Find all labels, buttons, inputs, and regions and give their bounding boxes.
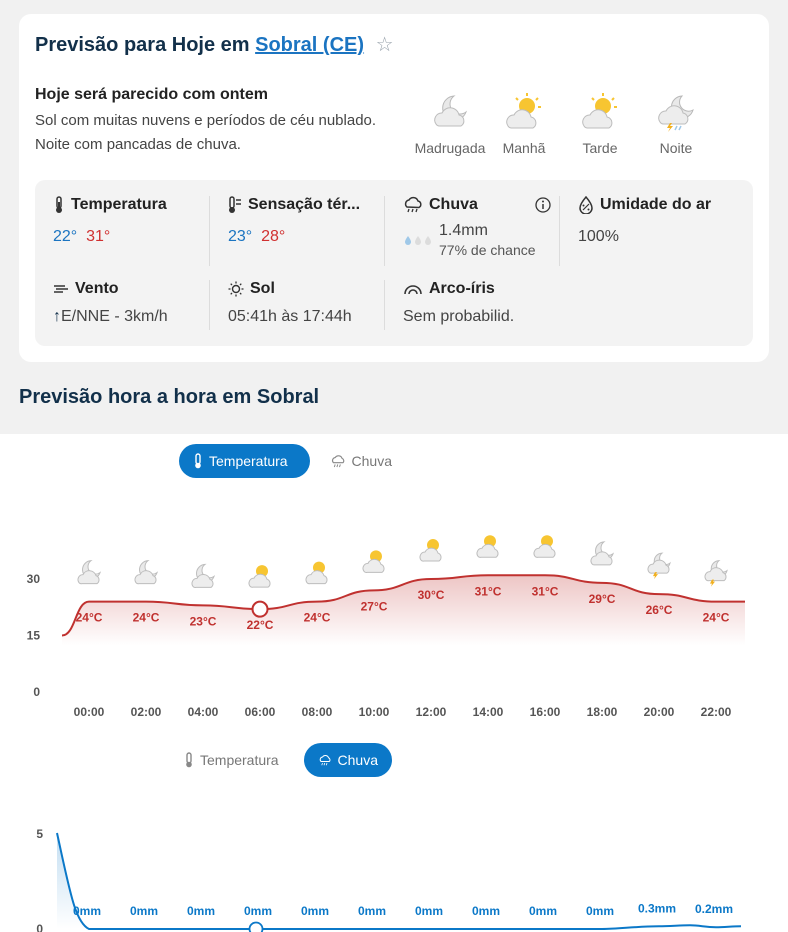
temperature-max: 31°	[86, 228, 111, 245]
thermometer-icon	[184, 752, 194, 768]
title-prefix: Previsão para Hoje em	[35, 34, 250, 56]
wind-value: E/NNE - 3km/h	[61, 308, 168, 325]
y-tick-label: 5	[36, 827, 43, 841]
x-tick-label: 16:00	[529, 705, 561, 719]
star-outline-icon[interactable]: ☆	[375, 34, 394, 56]
y-tick-label: 0	[33, 685, 40, 699]
sun-cloud-icon	[477, 535, 498, 557]
rain-data-label: 0mm	[528, 904, 558, 918]
sun-cloud-icon	[502, 90, 546, 134]
x-tick-label: 02:00	[130, 705, 162, 719]
sun-cloud-icon	[420, 539, 441, 561]
hourly-charts-panel	[0, 434, 788, 932]
rain-data-label: 0mm	[72, 904, 102, 918]
rain-chart	[0, 782, 788, 932]
current-hour-marker	[250, 923, 263, 932]
tab-temperature-label: Temperatura	[200, 752, 279, 768]
x-tick-label: 08:00	[301, 705, 333, 719]
rain-data-label: 0mm	[414, 904, 444, 918]
moon-cloud-icon	[135, 561, 157, 584]
tab-rain-label: Chuva	[351, 453, 392, 469]
moon-cloud-icon	[78, 561, 100, 584]
tab-temperature-active[interactable]	[179, 444, 310, 478]
rain-data-label: 0mm	[471, 904, 501, 918]
rain-chance: 77% de chance	[439, 242, 536, 258]
wind-direction-arrow-icon: ↑	[53, 308, 61, 325]
temperature-data-label: 24°C	[75, 610, 103, 625]
today-forecast-card	[19, 14, 769, 362]
rain-data-label: 0mm	[357, 904, 387, 918]
period-label: Manhã	[502, 140, 546, 156]
period-tarde	[560, 90, 640, 156]
temperature-data-label: 24°C	[132, 610, 160, 625]
sun-cloud-icon	[578, 90, 622, 134]
tab-temperature-label: Temperatura	[209, 453, 288, 469]
tab-temperature[interactable]	[170, 743, 300, 777]
humidity-drop-icon	[578, 196, 594, 214]
period-label: Noite	[659, 140, 693, 156]
moon-cloud-icon	[192, 564, 214, 587]
rain-drops-icon	[403, 233, 435, 247]
temperature-data-label: 22°C	[246, 618, 274, 633]
feels-like-max: 28°	[261, 228, 286, 245]
rain-label: Chuva	[429, 196, 478, 213]
temperature-data-label: 30°C	[417, 588, 445, 603]
tab-rain-active[interactable]	[304, 743, 392, 777]
x-tick-label: 20:00	[643, 705, 675, 719]
sun-cloud-icon	[534, 535, 555, 557]
temperature-label: Temperatura	[71, 196, 167, 213]
rain-data-label: 0mm	[129, 904, 159, 918]
rainbow-label: Arco-íris	[429, 280, 495, 297]
humidity-cell	[578, 196, 748, 246]
summary-headline: Hoje será parecido com ontem	[35, 86, 268, 103]
rain-cloud-icon	[318, 752, 332, 768]
sun-cloud-icon	[363, 550, 384, 572]
temperature-data-label: 31°C	[474, 584, 502, 599]
temperature-data-label: 23°C	[189, 614, 217, 629]
moon-storm-icon	[654, 90, 698, 134]
period-noite	[636, 90, 716, 156]
sun-value: 05:41h às 17:44h	[228, 308, 352, 325]
feels-like-label: Sensação tér...	[248, 196, 361, 213]
humidity-label: Umidade do ar	[600, 196, 712, 213]
sun-cloud-icon	[249, 565, 270, 587]
x-tick-label: 04:00	[187, 705, 219, 719]
temperature-cell	[53, 196, 203, 246]
temperature-area	[62, 575, 745, 645]
period-madrugada	[410, 90, 490, 156]
summary-line-day: Sol com muitas nuvens e períodos de céu nublado.	[35, 112, 377, 129]
wind-cell	[53, 280, 203, 326]
rain-data-label: 0mm	[243, 904, 273, 918]
humidity-value: 100%	[578, 228, 619, 245]
x-tick-label: 06:00	[244, 705, 276, 719]
thermometer-icon	[53, 196, 65, 214]
rain-data-label: 0mm	[585, 904, 615, 918]
rainbow-cell	[403, 280, 553, 326]
tab-rain[interactable]	[316, 444, 406, 478]
x-tick-label: 14:00	[472, 705, 504, 719]
sun-cloud-icon	[306, 562, 327, 584]
rain-amount: 1.4mm	[439, 222, 488, 239]
period-label: Madrugada	[414, 140, 486, 156]
sun-icon	[228, 281, 244, 297]
wind-label: Vento	[75, 280, 119, 297]
rain-data-label: 0mm	[300, 904, 330, 918]
page-title	[35, 32, 394, 57]
temperature-min: 22°	[53, 228, 78, 245]
sun-label: Sol	[250, 280, 275, 297]
period-label: Tarde	[582, 140, 618, 156]
wind-icon	[53, 283, 69, 295]
sun-cell	[228, 280, 378, 326]
info-icon[interactable]	[535, 197, 551, 218]
x-tick-label: 10:00	[358, 705, 390, 719]
rain-data-label: 0.2mm	[694, 902, 734, 917]
x-tick-label: 22:00	[700, 705, 732, 719]
feels-like-min: 23°	[228, 228, 253, 245]
temperature-data-label: 31°C	[531, 584, 559, 599]
temperature-data-label: 29°C	[588, 591, 616, 606]
y-tick-label: 0	[36, 922, 43, 932]
feels-like-icon	[228, 196, 242, 214]
temperature-chart	[0, 494, 788, 794]
rain-cloud-icon	[403, 196, 423, 214]
x-tick-label: 12:00	[415, 705, 447, 719]
hourly-section-title: Previsão hora a hora em Sobral	[19, 386, 320, 408]
tab-rain-label: Chuva	[337, 752, 378, 768]
summary-line-night: Noite com pancadas de chuva.	[35, 136, 241, 153]
temperature-data-label: 24°C	[303, 610, 331, 625]
temperature-data-label: 26°C	[645, 603, 673, 618]
moon-storm-icon	[648, 553, 670, 579]
rain-cell	[403, 196, 551, 258]
temperature-data-label: 27°C	[360, 599, 388, 614]
rain-data-label: 0.3mm	[637, 901, 677, 916]
thermometer-icon	[193, 453, 203, 469]
details-grid	[35, 180, 753, 346]
moon-cloud-icon	[591, 542, 613, 565]
rainbow-value: Sem probabilid.	[403, 308, 515, 325]
current-hour-marker	[253, 602, 268, 617]
y-tick-label: 30	[26, 572, 40, 587]
moon-cloud-icon	[428, 90, 472, 134]
rain-cloud-icon	[330, 453, 346, 469]
temperature-data-label: 24°C	[702, 610, 730, 625]
period-manha	[484, 90, 564, 156]
moon-storm-icon	[705, 561, 727, 587]
rain-data-label: 0mm	[186, 904, 216, 918]
x-tick-label: 18:00	[586, 705, 618, 719]
y-tick-label: 15	[26, 628, 40, 643]
city-link[interactable]: Sobral (CE)	[255, 34, 365, 56]
rainbow-icon	[403, 283, 423, 295]
x-tick-label: 00:00	[73, 705, 105, 719]
feels-like-cell	[228, 196, 378, 246]
